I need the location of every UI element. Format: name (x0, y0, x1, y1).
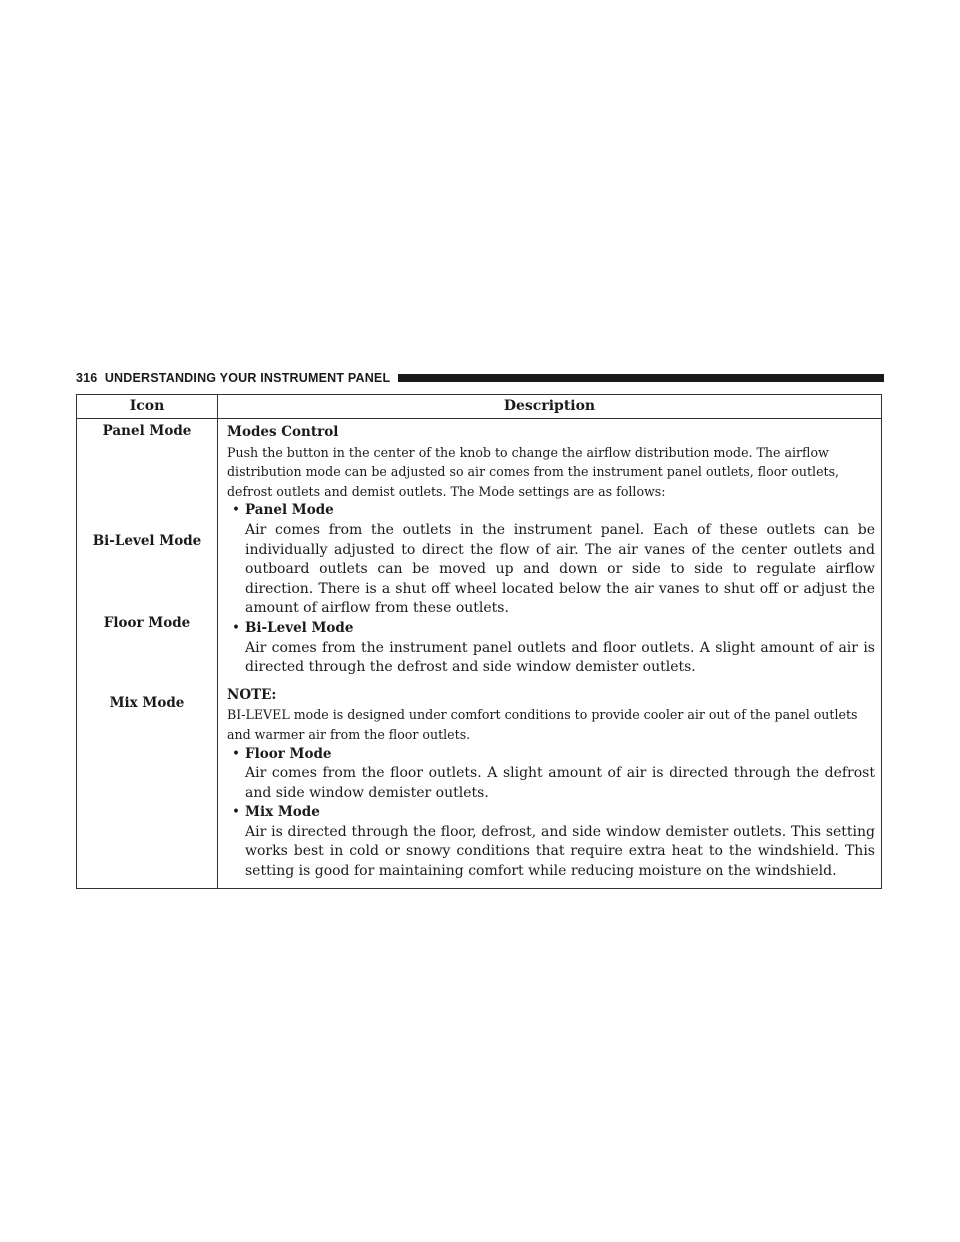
modes-table (76, 394, 882, 889)
bullet-icon: • (232, 502, 240, 519)
panel-mode-label: Panel Mode (102, 423, 192, 439)
description-column-header: Description (218, 395, 882, 419)
mix-mode-label: Mix Mode (109, 695, 185, 711)
floor-mode-heading: Floor Mode (245, 745, 332, 762)
bullet-icon: • (232, 619, 240, 636)
page-number: 316 (76, 371, 98, 385)
page-header (76, 368, 884, 388)
note-label: NOTE: (227, 686, 277, 703)
description-cell (218, 419, 882, 889)
list-item (227, 745, 875, 765)
panel-mode-text: Air comes from the outlets in the instrument panel. Each of these outlets can be individually adjusted to direct the flow of air. The air vanes of the center outlets and outboard outlets can be moved up and down or side to side to regulate airflow direction. There is a shut off wheel located below the air vanes to shut off or adjust the amount of airflow from these outlets. (245, 521, 875, 617)
panel-mode-heading: Panel Mode (245, 502, 334, 519)
bullet-icon: • (232, 745, 240, 762)
list-item (227, 803, 875, 823)
floor-mode-text: Air comes from the floor outlets. A slight amount of air is directed through the defrost and side window demister outlets. (245, 765, 875, 801)
table-row (77, 419, 882, 889)
list-item (227, 501, 875, 521)
table-header-row (77, 395, 882, 419)
bi-level-mode-heading: Bi-Level Mode (245, 619, 354, 636)
icon-column-header: Icon (77, 395, 218, 419)
page-header-text (76, 371, 390, 385)
mix-mode-text: Air is directed through the floor, defrost, and side window demister outlets. This setting works best in cold or snowy conditions that require extra heat to the windshield. This setting is good for maintaining comfort while reducing moisture on the windshield. (245, 823, 875, 880)
list-item (227, 619, 875, 639)
icon-cell (77, 419, 218, 889)
bullet-icon: • (232, 804, 240, 821)
bi-level-mode-text: Air comes from the instrument panel outlets and floor outlets. A slight amount of air is directed through the defrost and side window demister outlets. (245, 639, 875, 676)
modes-intro: Push the button in the center of the knob to change the airflow distribution mode. The airflow distribution mode can be adjusted so air comes from the instrument panel outlets, floor outlets, defrost outlets and demist outlets. The Mode settings are as follows: (227, 444, 840, 499)
note-text: BI-LEVEL mode is designed under comfort conditions to provide cooler air out of the panel outlets and warmer air from the floor outlets. (227, 707, 858, 742)
mix-mode-heading: Mix Mode (245, 804, 320, 821)
header-rule (398, 374, 884, 382)
section-title: UNDERSTANDING YOUR INSTRUMENT PANEL (104, 371, 391, 385)
bi-level-mode-label: Bi-Level Mode (92, 533, 202, 549)
floor-mode-label: Floor Mode (103, 615, 191, 631)
modes-control-title: Modes Control (227, 424, 339, 440)
